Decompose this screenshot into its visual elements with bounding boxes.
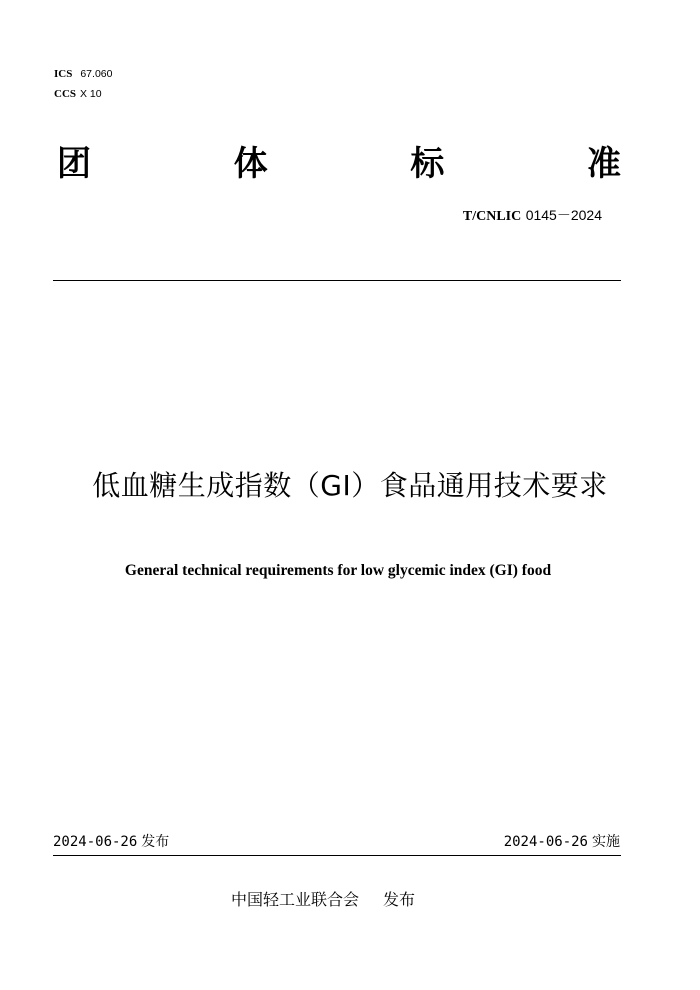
english-title: General technical requirements for low glycemic index (GI) food — [124, 562, 552, 579]
publisher-line — [231, 887, 415, 910]
standard-type-heading — [57, 140, 621, 188]
release-date-block — [53, 831, 169, 851]
ics-label: ICS — [54, 68, 73, 80]
heading-char-3: 标 — [410, 144, 445, 184]
publisher-issued: 发布 — [383, 890, 416, 909]
release-label: 发布 — [141, 834, 170, 850]
implement-label: 实施 — [592, 834, 620, 850]
implement-date-block — [504, 831, 620, 851]
ics-row — [54, 64, 112, 84]
classification-codes — [54, 64, 112, 104]
ccs-label: CCS — [54, 88, 77, 100]
chinese-title: 低血糖生成指数（GI）食品通用技术要求 — [92, 469, 608, 502]
heading-char-4: 准 — [586, 144, 621, 184]
standard-number — [463, 205, 602, 225]
top-divider — [53, 280, 621, 281]
heading-char-2: 体 — [233, 144, 268, 184]
ics-value: 67.060 — [80, 68, 113, 80]
bottom-divider — [53, 855, 621, 856]
publisher-name: 中国轻工业联合会 — [231, 890, 360, 909]
release-date: 2024-06-26 — [53, 834, 138, 850]
standard-code: 0145－2024 — [525, 207, 602, 223]
heading-char-1: 团 — [57, 144, 91, 184]
standard-prefix: T/CNLIC — [462, 209, 522, 224]
ccs-row — [54, 84, 112, 104]
ccs-value: X 10 — [80, 88, 102, 100]
implement-date: 2024-06-26 — [503, 834, 588, 850]
